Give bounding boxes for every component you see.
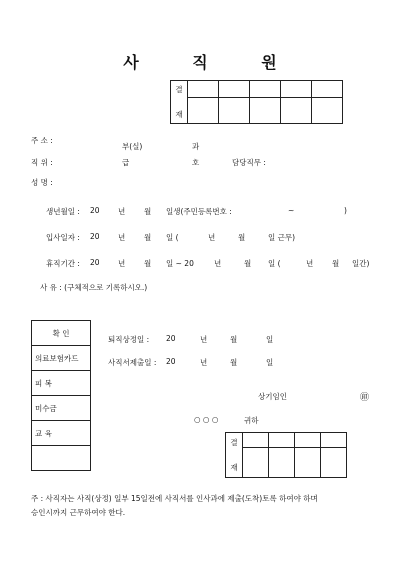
position-label: 직 위 : bbox=[31, 158, 53, 167]
approval-sign-cell[interactable] bbox=[295, 448, 321, 478]
page-title: 사 직 원 bbox=[123, 53, 301, 72]
seal-icon: ㊞ bbox=[360, 393, 370, 403]
reason-label: 사 유 : (구체적으로 기록하시오.) bbox=[40, 283, 148, 292]
approval-cell[interactable] bbox=[219, 81, 250, 98]
approval-cell[interactable] bbox=[295, 433, 321, 448]
confirmation-row-insurance[interactable]: 의료보험카드 bbox=[32, 346, 91, 371]
confirmation-table bbox=[31, 320, 91, 471]
addressee-name: ○ ○ ○ bbox=[194, 415, 219, 424]
confirmation-header: 확 인 bbox=[32, 321, 91, 346]
approval-cell[interactable] bbox=[312, 81, 343, 98]
approval-label-bottom: 재 bbox=[175, 110, 183, 119]
approval-sign-cell[interactable] bbox=[219, 98, 250, 124]
name-label: 성 명 : bbox=[31, 178, 53, 187]
signer-label: 상기임인 bbox=[258, 392, 287, 401]
approval-cell[interactable] bbox=[243, 433, 269, 448]
confirmation-row-empty[interactable] bbox=[32, 446, 91, 471]
approval-cell[interactable] bbox=[250, 81, 281, 98]
dept-label: 부(실) bbox=[122, 142, 143, 151]
approval-box-bottom: 결 재 bbox=[225, 432, 347, 478]
approval-sign-cell[interactable] bbox=[281, 98, 312, 124]
approval-cell[interactable] bbox=[269, 433, 295, 448]
confirmation-row-receivable[interactable]: 미수금 bbox=[32, 396, 91, 421]
note-line-1: 주 : 사직자는 사직(상정) 일부 15일전에 사직서를 인사과에 제출(도착)토록 하여야 하며 bbox=[31, 494, 318, 503]
approval-label-top: 결 bbox=[175, 85, 183, 94]
confirmation-row-uniform[interactable]: 피 복 bbox=[32, 371, 91, 396]
approval-box-top bbox=[170, 80, 343, 124]
address-label: 주 소 : bbox=[31, 136, 53, 145]
approval-cell[interactable] bbox=[188, 81, 219, 98]
addressee-suffix: 귀하 bbox=[244, 416, 259, 425]
confirmation-row-education[interactable]: 교 육 bbox=[32, 421, 91, 446]
grade-label: 급 bbox=[122, 158, 130, 167]
section-label: 과 bbox=[192, 142, 200, 151]
duty-label: 담당직무 : bbox=[232, 158, 266, 167]
approval-sign-cell[interactable] bbox=[243, 448, 269, 478]
approval-sign-cell[interactable] bbox=[250, 98, 281, 124]
approval-sign-cell[interactable] bbox=[312, 98, 343, 124]
note-line-2: 승인시까지 근무하여야 한다. bbox=[31, 508, 126, 517]
approval-sign-cell[interactable] bbox=[321, 448, 347, 478]
approval-sign-cell[interactable] bbox=[188, 98, 219, 124]
number-label: 호 bbox=[192, 158, 200, 167]
approval-cell[interactable] bbox=[281, 81, 312, 98]
approval-cell[interactable] bbox=[321, 433, 347, 448]
approval-sign-cell[interactable] bbox=[269, 448, 295, 478]
